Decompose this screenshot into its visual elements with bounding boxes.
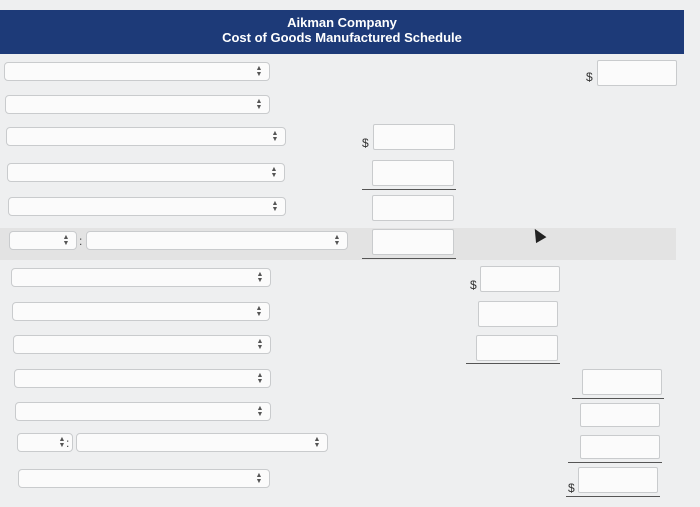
- amount-input-10[interactable]: [580, 403, 660, 427]
- chevron-updown-icon: ▲ ▼: [255, 65, 263, 78]
- colon-separator: :: [79, 234, 83, 248]
- amount-input-6[interactable]: [480, 266, 560, 292]
- line-item-select-8[interactable]: [12, 302, 270, 321]
- company-name: Aikman Company: [287, 15, 397, 30]
- schedule-title: Cost of Goods Manufactured Schedule: [222, 30, 462, 45]
- chevron-updown-icon: ▲ ▼: [270, 166, 278, 179]
- line-item-select-10[interactable]: [14, 369, 271, 388]
- chevron-updown-icon: ▲ ▼: [333, 234, 341, 247]
- amount-input-11[interactable]: [580, 435, 660, 459]
- line-item-select-9[interactable]: [13, 335, 271, 354]
- chevron-updown-icon: ▲ ▼: [62, 234, 70, 247]
- underline: [362, 189, 456, 190]
- line-item-select-1[interactable]: [4, 62, 270, 81]
- colon-separator: :: [66, 436, 70, 450]
- amount-input-1[interactable]: [597, 60, 677, 86]
- dollar-sign: $: [362, 136, 369, 150]
- chevron-updown-icon: ▲ ▼: [255, 305, 263, 318]
- chevron-updown-icon: ▲ ▼: [271, 200, 279, 213]
- line-item-select-12[interactable]: [76, 433, 328, 452]
- line-item-select-short-2[interactable]: [17, 433, 73, 452]
- line-item-select-7[interactable]: [11, 268, 271, 287]
- underline: [362, 258, 456, 259]
- chevron-updown-icon: ▲ ▼: [58, 436, 66, 449]
- amount-input-4[interactable]: [372, 195, 454, 221]
- line-item-select-6[interactable]: [86, 231, 348, 250]
- underline: [466, 363, 560, 364]
- amount-input-3[interactable]: [372, 160, 454, 186]
- line-item-select-2[interactable]: [5, 95, 270, 114]
- line-item-select-13[interactable]: [18, 469, 270, 488]
- chevron-updown-icon: ▲ ▼: [255, 98, 263, 111]
- double-underline: [566, 496, 660, 497]
- chevron-updown-icon: ▲ ▼: [256, 372, 264, 385]
- chevron-updown-icon: ▲ ▼: [313, 436, 321, 449]
- amount-input-12[interactable]: [578, 467, 658, 493]
- chevron-updown-icon: ▲ ▼: [255, 472, 263, 485]
- line-item-select-4[interactable]: [7, 163, 285, 182]
- chevron-updown-icon: ▲ ▼: [256, 405, 264, 418]
- chevron-updown-icon: ▲ ▼: [256, 338, 264, 351]
- amount-input-9[interactable]: [582, 369, 662, 395]
- line-item-select-11[interactable]: [15, 402, 271, 421]
- amount-input-5[interactable]: [372, 229, 454, 255]
- line-item-select-3[interactable]: [6, 127, 286, 146]
- line-item-select-short-1[interactable]: [9, 231, 77, 250]
- underline: [572, 398, 664, 399]
- underline: [568, 462, 662, 463]
- amount-input-8[interactable]: [476, 335, 558, 361]
- amount-input-7[interactable]: [478, 301, 558, 327]
- line-item-select-5[interactable]: [8, 197, 286, 216]
- chevron-updown-icon: ▲ ▼: [271, 130, 279, 143]
- dollar-sign: $: [470, 278, 477, 292]
- chevron-updown-icon: ▲ ▼: [256, 271, 264, 284]
- schedule-header: [0, 10, 684, 54]
- dollar-sign: $: [586, 70, 593, 84]
- amount-input-2[interactable]: [373, 124, 455, 150]
- dollar-sign: $: [568, 481, 575, 495]
